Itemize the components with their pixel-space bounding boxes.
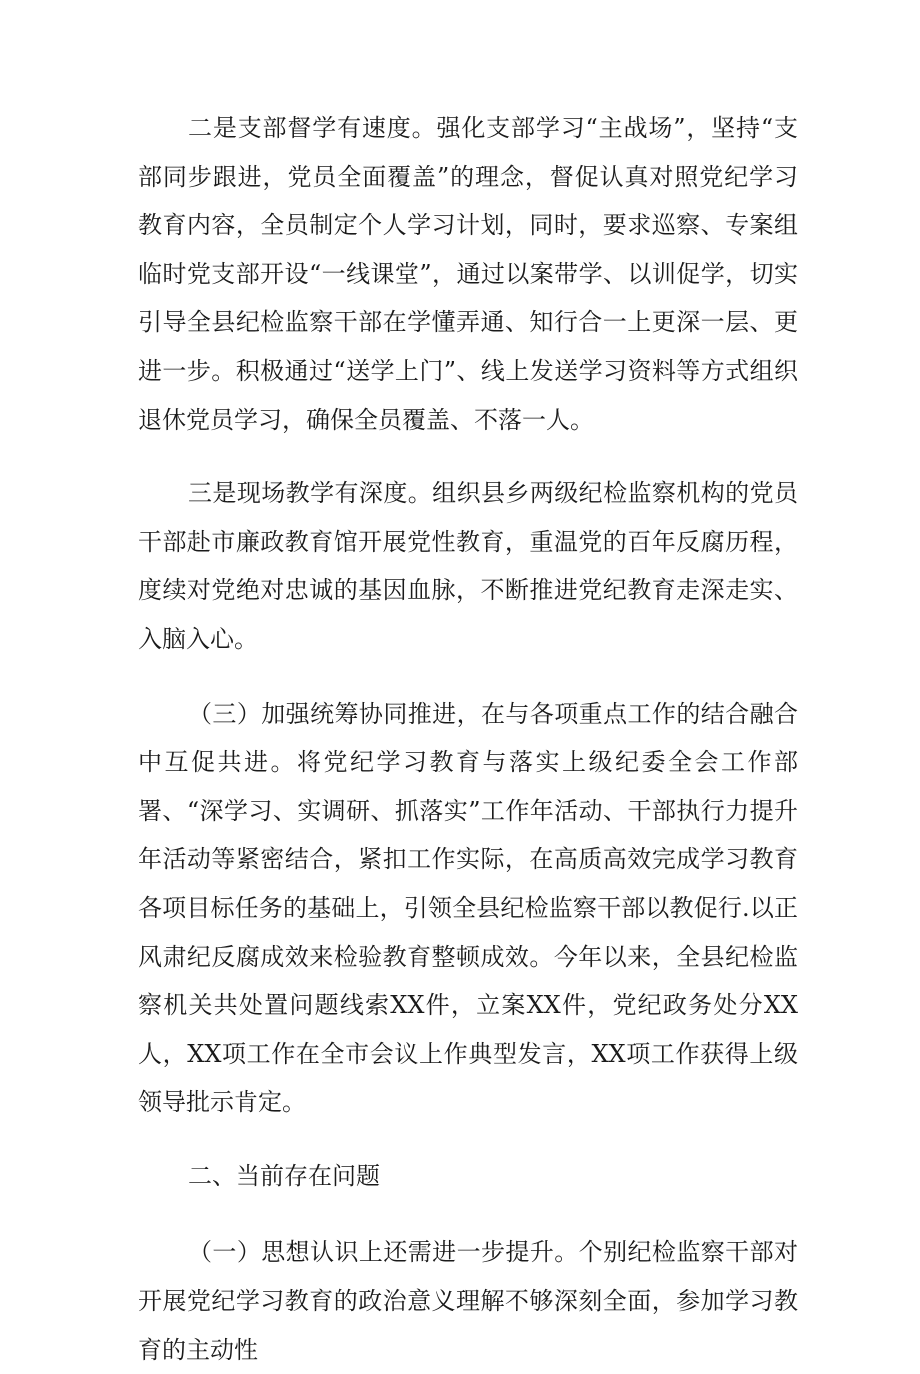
paragraph-coordination: （三）加强统筹协同推进，在与各项重点工作的结合融合中互促共进。将党纪学习教育与落实上级纪委全会工作部署、“深学习、实调研、抓落实”工作年活动、干部执行力提升年活动等紧密结合，紧扣工作实际，在高质高效完成学习教育各项目标任务的基础上，引领全县纪检监察干部以教促行.以正风肃纪反腐成效来检验教育整顿成效。今年以来，全县纪检监察机关共处置问题线索XX件，立案XX件，党纪政务处分XX人，XX项工作在全市会议上作典型发言，XX项工作获得上级领导批示肯定。 xyxy=(138,699,798,1117)
section-heading-current-problems: 二、当前存在问题 xyxy=(188,1161,380,1190)
paragraph-onsite-teaching: 三是现场教学有深度。组织县乡两级纪检监察机构的党员干部赴市廉政教育馆开展党性教育，重温党的百年反腐历程，度续对党绝对忠诚的基因血脉，不断推进党纪教育走深走实、入脑入心。 xyxy=(138,479,798,653)
document-page xyxy=(138,104,798,1374)
paragraph-branch-supervision: 二是支部督学有速度。强化支部学习“主战场”，坚持“支部同步跟进，党员全面覆盖”的理念，督促认真对照党纪学习教育内容，全员制定个人学习计划，同时，要求巡察、专案组临时党支部开设“一线课堂”，通过以案带学、以训促学，切实引导全县纪检监察干部在学懂弄通、知行合一上更深一层、更进一步。积极通过“送学上门”、线上发送学习资料等方式组织退休党员学习，确保全员覆盖、不落一人。 xyxy=(138,114,798,434)
paragraph-ideological-awareness: （一）思想认识上还需进一步提升。个别纪检监察干部对开展党纪学习教育的政治意义理解不够深刻全面，参加学习教育的主动性 xyxy=(138,1238,798,1364)
